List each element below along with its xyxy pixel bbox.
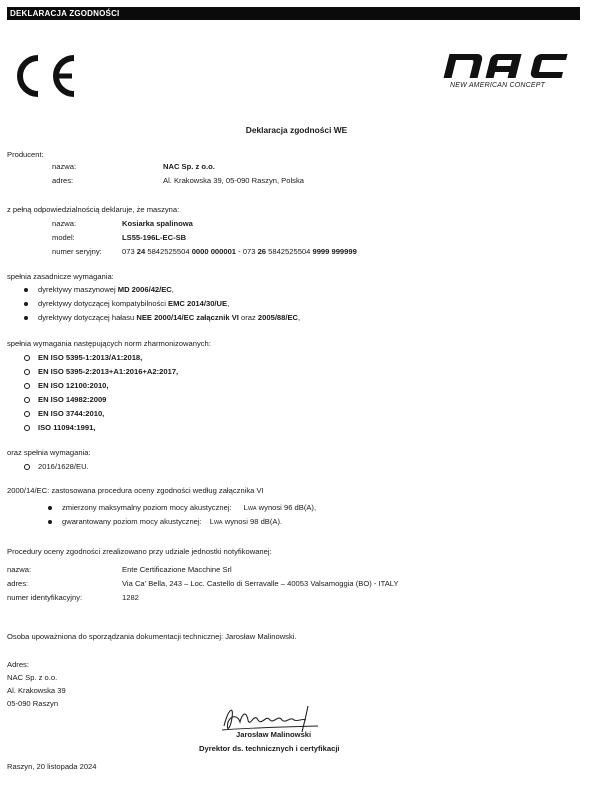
producer-address-label: adres:: [52, 176, 74, 185]
list-item: EN ISO 5395-1:2013/A1:2018,: [38, 353, 143, 362]
notified-id-value: 1282: [122, 593, 139, 602]
producer-label: Producent:: [7, 150, 44, 159]
noise-intro: 2000/14/EC: zastosowana procedura oceny zgodności według załącznika VI: [7, 486, 264, 495]
address-line-2: Al. Krakowska 39: [7, 686, 66, 695]
producer-address-value: Al. Krakowska 39, 05-090 Raszyn, Polska: [163, 176, 304, 185]
list-item: dyrektywy maszynowej MD 2006/42/EC,: [38, 285, 174, 294]
signatory-name: Jarosław Malinowski: [236, 730, 312, 739]
list-item: EN ISO 3744:2010,: [38, 409, 105, 418]
address-line-3: 05-090 Raszyn: [7, 699, 59, 708]
also-intro: oraz spełnia wymagania:: [7, 448, 91, 457]
machine-name-label: nazwa:: [52, 219, 77, 228]
address-line-1: NAC Sp. z o.o.: [7, 673, 58, 682]
list-item: EN ISO 5395-2:2013+A1:2016+A2:2017,: [38, 367, 179, 376]
list-item: EN ISO 14982:2009: [38, 395, 107, 404]
machine-intro: z pełną odpowiedzialnością deklaruje, że maszyna:: [7, 205, 180, 214]
place-date: Raszyn, 20 listopada 2024: [7, 762, 97, 771]
authorized-person: Osoba upoważniona do sporządzania dokumentacji technicznej: Jarosław Malinowski.: [7, 632, 297, 641]
notified-address-value: Via Ca' Bella, 243 – Loc. Castello di Serravalle – 40053 Valsamoggia (BO) - ITALY: [122, 579, 399, 588]
list-item: gwarantowany poziom mocy akustycznej: LWA wynosi 98 dB(A).: [62, 517, 283, 526]
logo-tagline: NEW AMERICAN CONCEPT: [450, 82, 546, 89]
document-title: Deklaracja zgodności WE: [245, 125, 348, 135]
machine-model-label: model:: [52, 233, 75, 242]
notified-name-value: Ente Certificazione Macchine Srl: [122, 565, 232, 574]
essential-intro: spełnia zasadnicze wymagania:: [7, 272, 114, 281]
list-item: dyrektywy dotyczącej hałasu NEE 2000/14/EC załącznik VI oraz 2005/88/EC,: [38, 313, 301, 322]
norms-intro: spełnia wymagania następujących norm zharmonizowanych:: [7, 339, 211, 348]
notified-address-label: adres:: [7, 579, 29, 588]
list-item: EN ISO 12100:2010,: [38, 381, 109, 390]
machine-serial-label: numer seryjny:: [52, 247, 102, 256]
notified-name-label: nazwa:: [7, 565, 32, 574]
list-item: dyrektywy dotyczącej kompatybilności EMC 2014/30/UE,: [38, 299, 230, 308]
machine-serial-value: 073 24 5842525504 0000 000001 - 073 26 5842525504 9999 999999: [122, 247, 357, 256]
address-label: Adres:: [7, 660, 29, 669]
producer-name-label: nazwa:: [52, 162, 77, 171]
machine-name-value: Kosiarka spalinowa: [122, 219, 193, 228]
notified-id-label: numer identyfikacyjny:: [7, 593, 83, 602]
ce-mark-icon: [12, 54, 80, 98]
header-title: DEKLARACJA ZGODNOŚCI: [10, 9, 120, 18]
list-item: zmierzony maksymalny poziom mocy akustycznej: LWA wynosi 96 dB(A),: [62, 503, 317, 512]
machine-model-value: LS55-196L-EC-SB: [122, 233, 187, 242]
nac-logo-icon: [440, 52, 568, 80]
signatory-title: Dyrektor ds. technicznych i certyfikacji: [199, 744, 340, 753]
list-item: 2016/1628/EU.: [38, 462, 89, 471]
producer-name-value: NAC Sp. z o.o.: [163, 162, 215, 171]
notified-intro: Procedury oceny zgodności zrealizowano przy udziale jednostki notyfikowanej:: [7, 547, 272, 556]
list-item: ISO 11094:1991,: [38, 423, 96, 432]
